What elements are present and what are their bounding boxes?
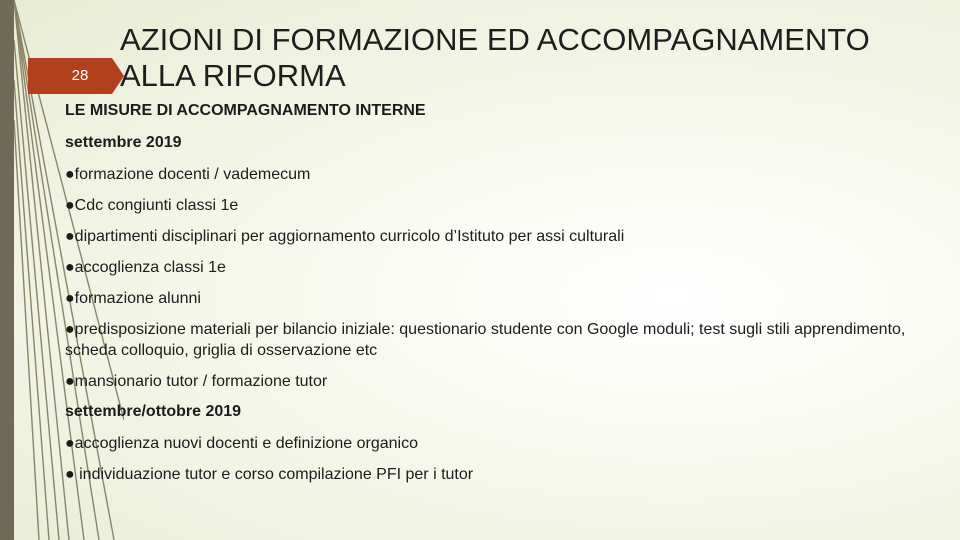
section-heading-september: settembre 2019 xyxy=(65,134,182,151)
list-item: ●formazione alunni xyxy=(65,290,201,307)
list-item: ●dipartimenti disciplinari per aggiornamento curricolo d’Istituto per assi culturali xyxy=(65,228,625,245)
list-item: ●Cdc congiunti classi 1e xyxy=(65,197,239,214)
section-heading-september-october: settembre/ottobre 2019 xyxy=(65,403,242,420)
list-item: ● individuazione tutor e corso compilazione PFI per i tutor xyxy=(65,466,474,483)
list-item: ●formazione docenti / vademecum xyxy=(65,166,311,183)
slide-number: 28 xyxy=(71,67,89,84)
list-item: ●accoglienza nuovi docenti e definizione organico xyxy=(65,435,419,452)
slide-title xyxy=(120,22,940,94)
left-sidebar-bar xyxy=(0,0,14,540)
slide-subtitle: LE MISURE DI ACCOMPAGNAMENTO INTERNE xyxy=(65,102,426,119)
title-line-2: ALLA RIFORMA xyxy=(120,58,346,93)
list-item: ●predisposizione materiali per bilancio iniziale: questionario studente con Google moduli; test sugli stili apprendimento, scheda colloquio, griglia di osservazione etc xyxy=(65,321,906,359)
slide-content xyxy=(65,101,945,495)
list-item: ●mansionario tutor / formazione tutor xyxy=(65,373,328,390)
title-line-1: AZIONI DI FORMAZIONE ED ACCOMPAGNAMENTO xyxy=(120,22,870,57)
list-item: ●accoglienza classi 1e xyxy=(65,259,226,276)
